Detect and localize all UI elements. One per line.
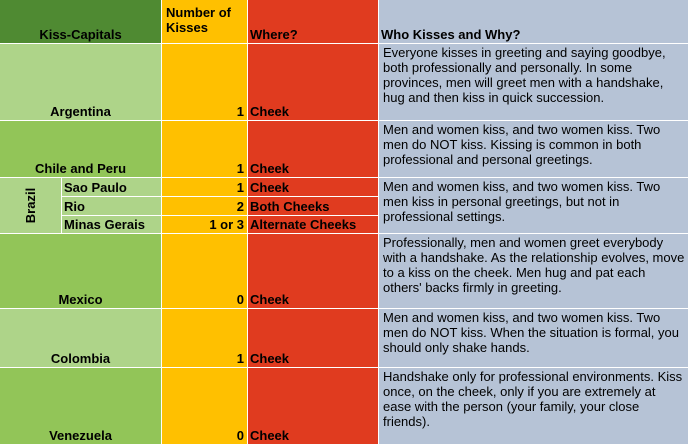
row-argentina-number [162,44,248,121]
row-argentina-why [379,44,689,121]
row-mexico-number [162,234,248,309]
why-text: Everyone kisses in greeting and saying goodbye, both professionally and personally. In some provinces, men will greet men with a handshake, hug and then kiss in quick succession. [383,45,666,105]
row-sao-paulo-capital [62,178,162,197]
row-colombia-capital [0,309,162,368]
row-chile-peru-why [379,121,689,178]
where-text: Cheek [250,161,290,176]
number-text: 1 [236,104,244,119]
row-venezuela-why [379,368,689,444]
row-colombia-where [248,309,379,368]
where-text: Cheek [250,351,290,366]
why-text: Men and women kiss, and two women kiss. Two men do NOT kiss. Kissing is common in both professional and personal greetings. [383,122,661,167]
row-sao-paulo-where [248,178,379,197]
row-colombia-number [162,309,248,368]
capital-text: Argentina [50,104,111,119]
header-where [248,0,379,44]
where-text: Alternate Cheeks [250,217,357,232]
row-rio-number [162,197,248,216]
row-argentina-where [248,44,379,121]
row-minas-gerais-number [162,216,248,234]
number-text: 0 [236,428,244,443]
number-text: 2 [236,198,244,214]
row-minas-gerais-capital [62,216,162,234]
number-text: 1 [236,161,244,176]
capital-text: Mexico [58,292,103,307]
number-text: 1 [236,351,244,366]
where-text: Cheek [250,104,290,119]
row-chile-peru-number [162,121,248,178]
header-number-text: Number of Kisses [166,5,231,35]
where-text: Both Cheeks [250,198,330,214]
why-text: Men and women kiss, and two women kiss. Two men do NOT kiss. When the situation is formal, you should only shake hands. [383,310,679,355]
row-brazil-why [379,178,689,234]
capital-text: Colombia [50,351,111,366]
where-text: Cheek [250,179,290,195]
row-sao-paulo-number [162,178,248,197]
row-chile-peru-where [248,121,379,178]
header-capital [0,0,162,44]
row-argentina-capital [0,44,162,121]
row-rio-where [248,197,379,216]
header-number [162,0,248,44]
row-rio-capital [62,197,162,216]
capital-text: Chile and Peru [34,161,127,176]
brazil-group-label [0,178,62,234]
why-text: Handshake only for professional environments. Kiss once, on the cheek, only if you are extremely at ease with the person (your family, your close friends). [383,369,683,429]
header-capital-text: Kiss-Capitals [39,27,122,42]
header-where-text: Where? [250,27,298,42]
header-why [379,0,689,44]
header-why-text: Who Kisses and Why? [381,27,521,42]
row-mexico-capital [0,234,162,309]
why-text: Men and women kiss, and two women kiss. Two men kiss in personal greetings, but not in professional settings. [383,179,661,224]
number-text: 1 [236,179,244,195]
row-venezuela-number [162,368,248,444]
why-text: Professionally, men and women greet everybody with a handshake. As the relationship evolves, move to a kiss on the cheek. Men hug and pat each others' backs firmly in greeting. [383,235,685,295]
number-text: 1 or 3 [209,217,244,232]
row-mexico-why [379,234,689,309]
capital-text: Minas Gerais [64,217,145,232]
brazil-label-text: Brazil [23,187,38,224]
row-mexico-where [248,234,379,309]
row-minas-gerais-where [248,216,379,234]
capital-text: Venezuela [49,428,112,443]
where-text: Cheek [250,292,290,307]
row-colombia-why [379,309,689,368]
capital-text: Rio [64,198,85,214]
capital-text: Sao Paulo [64,179,127,195]
row-venezuela-where [248,368,379,444]
row-chile-peru-capital [0,121,162,178]
row-venezuela-capital [0,368,162,444]
number-text: 0 [236,292,244,307]
where-text: Cheek [250,428,290,443]
